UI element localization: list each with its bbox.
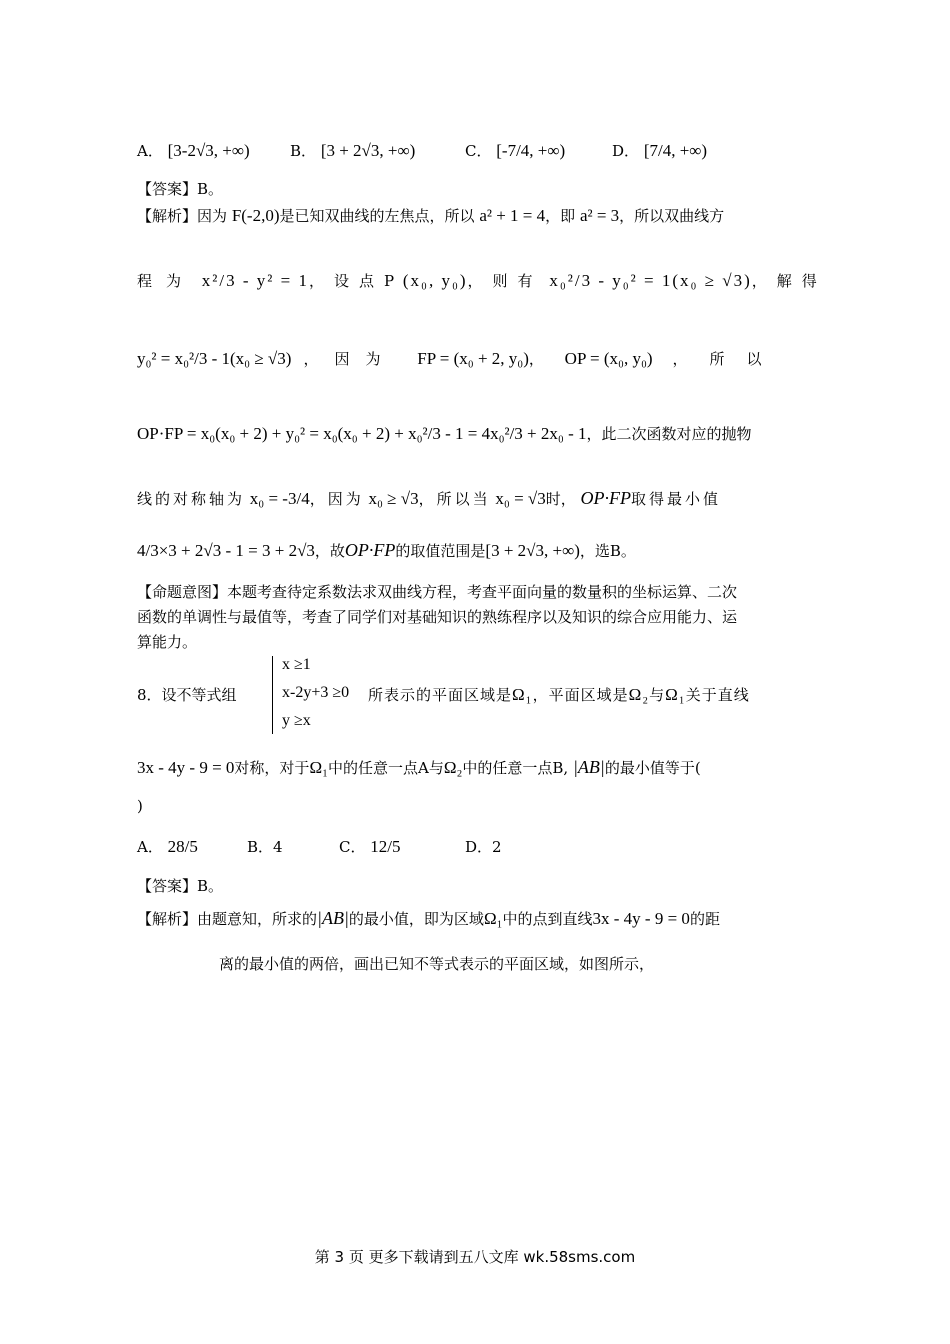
math-substitution: x₀²/3 - y₀² = 1(x₀ ≥ √3): [549, 271, 752, 290]
math-x0-eq: x₀ = √3: [495, 489, 546, 508]
q8-number: 8．设不等式组: [137, 686, 237, 704]
text: ，此二次函数对应的抛物: [586, 425, 752, 443]
math-x0-ge: x₀ ≥ √3: [368, 489, 419, 508]
q7-answer: [137, 178, 817, 199]
omega-2-b: Ω₂: [443, 758, 463, 777]
answer-value: B。: [197, 877, 224, 895]
option-a-value: 28/5: [167, 837, 198, 856]
intent-tag: 【命题意图】: [137, 583, 228, 601]
q8-stem-line-3: ): [137, 797, 143, 815]
text: 的距: [689, 910, 720, 928]
math-a2: a² = 3: [579, 206, 620, 225]
q8-stem-line-1: [368, 684, 750, 705]
text: 本题考查待定系数法求双曲线方程，考查平面向量的数量积的坐标运算、二次: [227, 583, 738, 601]
q7-option-c: [-7/4, +∞): [496, 141, 566, 160]
q7-option-a: [3-2√3, +∞): [167, 141, 250, 160]
omega-1-c: Ω₁: [309, 758, 328, 777]
q8-answer: [137, 875, 817, 896]
text: 是已知双曲线的左焦点，所以: [279, 207, 475, 225]
q7-option-d-label: D．: [612, 142, 640, 160]
q8-ineq-3: y ≥x: [282, 712, 311, 729]
q7-option-b: [3 + 2√3, +∞): [320, 141, 416, 160]
q8-stem-line-2: [137, 757, 817, 778]
omega-1-d: Ω₁: [483, 909, 503, 928]
text: 中的任意一点A与: [328, 759, 444, 777]
math-op-fp-2: OP·FP: [344, 540, 396, 560]
text: 的最小值，即为区域: [348, 910, 484, 928]
text: 关于直线: [685, 686, 750, 704]
q7-analysis-line-2: [137, 270, 827, 291]
answer-value: B。: [197, 180, 224, 198]
q7-intent-line-1: [137, 581, 817, 602]
text: ，所以当: [418, 490, 491, 508]
text: ，平面区域是: [532, 686, 629, 704]
q8-option-d: D．2: [465, 838, 502, 856]
math-op-fp: OP·FP: [580, 488, 632, 508]
math-dot-product: OP·FP = x₀(x₀ + 2) + y₀² = x₀(x₀ + 2) + x₀²/3 - 1 = 4x₀²/3 + 2x₀ - 1: [137, 424, 587, 443]
text: ，: [528, 350, 544, 368]
text: ，即: [545, 207, 576, 225]
text: 的取值范围是: [395, 542, 486, 560]
text: 中的任意一点B,: [462, 759, 569, 777]
q8-option-b: B．4: [247, 838, 283, 856]
text: 与: [649, 686, 666, 704]
text: ，则有: [467, 272, 543, 290]
q7-intent-line-3: [137, 631, 817, 652]
q7-analysis-line-3: [137, 348, 817, 369]
text: ，设点: [308, 272, 384, 290]
q7-option-c-wrap: [465, 140, 565, 161]
text: 所表示的平面区域是: [368, 686, 513, 704]
text: 程为: [137, 272, 196, 290]
text: 时，: [545, 490, 576, 508]
answer-tag: 【答案】: [137, 877, 198, 895]
text: 由题意知，所求的: [197, 910, 318, 928]
q7-intent-line-2: [137, 606, 817, 627]
text: 取得最小值: [631, 490, 722, 508]
text: ，选B。: [579, 542, 636, 560]
math-ab: |AB|: [572, 757, 605, 777]
q7-option-a-label: A．: [137, 142, 163, 160]
math-vector-fp: FP = (x₀ + 2, y₀): [417, 349, 529, 368]
text: 的最小值等于(: [604, 759, 701, 777]
q8-option-c: [339, 836, 401, 857]
math-min-value: 4/3×3 + 2√3 - 1 = 3 + 2√3: [137, 541, 315, 560]
text: 函数的单调性与最值等，考查了同学们对基础知识的熟练程序以及知识的综合应用能力、运: [137, 608, 738, 626]
q8-option-a: [137, 836, 198, 857]
math-point-p: (x₀, y₀): [402, 271, 468, 290]
math-ab-2: |AB|: [317, 908, 349, 928]
q8-analysis-line-2: 离的最小值的两倍，画出已知不等式表示的平面区域，如图所示，: [219, 955, 655, 973]
answer-tag: 【答案】: [137, 180, 198, 198]
math-f: F(-2,0): [231, 206, 280, 225]
math-vector-op: OP = (x₀, y₀): [564, 349, 653, 368]
omega-1: Ω₁: [512, 685, 533, 704]
math-y0-squared: y₀² = x₀²/3 - 1(x₀ ≥ √3): [137, 349, 292, 368]
q7-option-b-label: B．: [290, 142, 317, 160]
text: 中的点到直线: [502, 910, 593, 928]
q8-ineq-1: x ≥1: [282, 656, 311, 673]
q8-ineq-2: x-2y+3 ≥0: [282, 684, 350, 701]
math-axis: x₀ = -3/4: [249, 489, 310, 508]
text: ，解得: [751, 272, 827, 290]
q7-option-b-wrap: [290, 140, 415, 161]
q7-analysis-line-4: [137, 423, 817, 444]
math-range: [3 + 2√3, +∞): [485, 541, 580, 560]
text: ，因为: [303, 350, 397, 368]
text: ，所以双曲线方: [619, 207, 725, 225]
q7-analysis-line-5: [137, 488, 817, 509]
analysis-tag: 【解析】: [137, 207, 198, 225]
text: 算能力。: [137, 633, 198, 651]
math-line-eq-2: 3x - 4y - 9 = 0: [592, 909, 690, 928]
omega-1-b: Ω₁: [665, 685, 686, 704]
text: 对称，对于: [234, 759, 310, 777]
analysis-tag: 【解析】: [137, 910, 198, 928]
q7-analysis-line-6: [137, 540, 817, 561]
text: ，所以: [672, 350, 784, 368]
text: ，因为: [309, 490, 364, 508]
q7-option-d-wrap: [612, 140, 707, 161]
q7-option-d: [7/4, +∞): [643, 141, 708, 160]
option-label: C．: [339, 838, 366, 856]
brace-icon: [272, 656, 279, 734]
text: ，故: [314, 542, 345, 560]
q7-analysis-line-1: [137, 205, 817, 226]
text: 线的对称轴为: [137, 490, 246, 508]
page-footer: 第 3 页 更多下载请到五八文库 wk.58sms.com: [314, 1248, 636, 1266]
q7-options: [137, 140, 250, 161]
math-hyperbola: x²/3 - y² = 1: [201, 271, 309, 290]
omega-2: Ω₂: [628, 685, 650, 704]
text: P: [383, 272, 397, 290]
math-line-eq: 3x - 4y - 9 = 0: [137, 758, 235, 777]
q7-option-c-label: C．: [465, 142, 492, 160]
math-a2-plus-1: a² + 1 = 4: [479, 206, 546, 225]
option-c-value: 12/5: [370, 837, 401, 856]
option-label: A．: [137, 838, 163, 856]
text: 因为: [197, 207, 228, 225]
q8-analysis-line-1: [137, 908, 817, 929]
